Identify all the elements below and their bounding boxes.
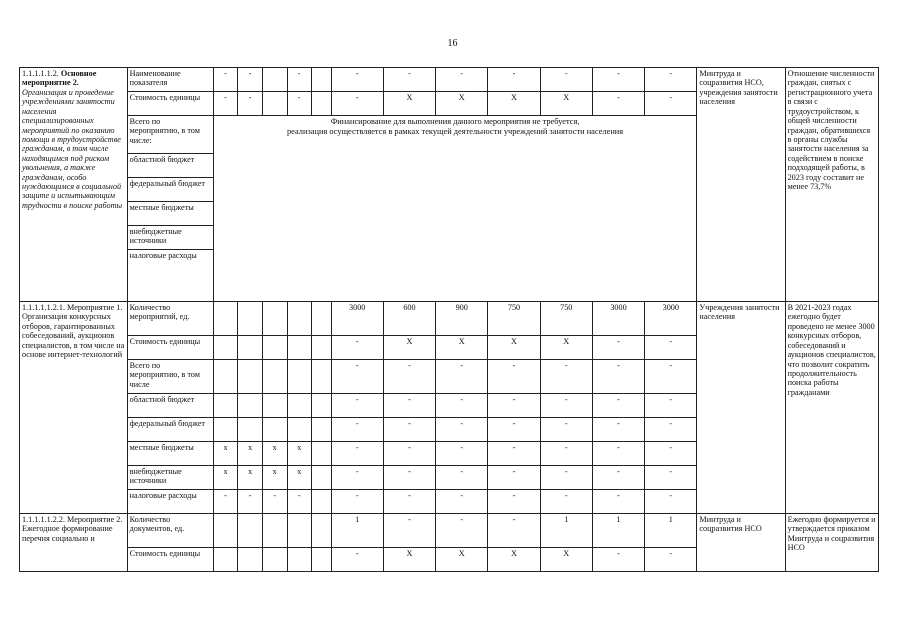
value-cell: -	[383, 418, 435, 442]
table-row	[20, 302, 879, 336]
value-cell	[213, 394, 238, 418]
value-cell: -	[331, 548, 383, 572]
value-cell: -	[331, 394, 383, 418]
value-cell	[213, 548, 238, 572]
activity-description: 1.1.1.1.1.2.1. Мероприятие 1. Организация конкурсных отборов, гарантированных собеседований, аукционов специалистов, в том числе на основе интернет-технологий	[20, 302, 128, 514]
value-cell: -	[592, 68, 644, 92]
value-cell: х	[238, 442, 263, 466]
result-cell: Отношение численности граждан, снятых с регистрационного учета в связи с трудоустройством, к общей численности граждан, обратившихся в органы службы занятости населения за содействием в поиске подходящей работы, в 2023 году составит не менее 73,7%	[785, 68, 878, 302]
value-cell	[312, 490, 331, 514]
funding-note-line-2: реализация осуществляется в рамках текущей деятельности учреждений занятости населения	[286, 126, 624, 136]
indicator-label: Количество документов, ед.	[127, 514, 213, 548]
value-cell: -	[488, 394, 540, 418]
value-cell: -	[645, 92, 697, 116]
value-cell	[262, 68, 287, 92]
value-cell: -	[213, 92, 238, 116]
value-cell: -	[645, 490, 697, 514]
value-cell	[312, 302, 331, 336]
value-cell: -	[645, 442, 697, 466]
value-cell: -	[488, 466, 540, 490]
value-cell: -	[383, 68, 435, 92]
value-cell	[262, 360, 287, 394]
value-cell: Х	[540, 92, 592, 116]
value-cell: -	[262, 490, 287, 514]
value-cell: 750	[540, 302, 592, 336]
value-cell	[262, 92, 287, 116]
value-cell: Х	[540, 336, 592, 360]
value-cell	[287, 360, 312, 394]
value-cell: х	[287, 442, 312, 466]
value-cell: -	[645, 68, 697, 92]
value-cell: -	[331, 92, 383, 116]
indicator-label: местные бюджеты	[127, 442, 213, 466]
indicator-label: Количество мероприятий, ед.	[127, 302, 213, 336]
value-cell: -	[592, 418, 644, 442]
value-cell	[312, 68, 331, 92]
value-cell	[287, 336, 312, 360]
value-cell: -	[383, 360, 435, 394]
value-cell: Х	[436, 548, 488, 572]
value-cell: -	[238, 490, 263, 514]
executor-cell: Минтруда и соцразвития НСО, учреждения занятости населения	[697, 68, 785, 302]
value-cell	[287, 548, 312, 572]
value-cell: -	[540, 68, 592, 92]
value-cell	[262, 418, 287, 442]
value-cell: Х	[540, 548, 592, 572]
value-cell: -	[592, 92, 644, 116]
value-cell: -	[287, 490, 312, 514]
value-cell: -	[331, 490, 383, 514]
indicator-label: Всего по мероприятию, в том числе	[127, 360, 213, 394]
value-cell: -	[436, 442, 488, 466]
value-cell: -	[645, 336, 697, 360]
value-cell: -	[436, 514, 488, 548]
activity-code: 1.1.1.1.1.2.	[22, 69, 59, 78]
page-number: 16	[447, 38, 458, 49]
value-cell: х	[262, 442, 287, 466]
value-cell: Х	[488, 92, 540, 116]
program-table	[19, 67, 879, 572]
value-cell: 1	[331, 514, 383, 548]
value-cell	[287, 394, 312, 418]
value-cell	[213, 302, 238, 336]
value-cell	[213, 514, 238, 548]
value-cell: -	[592, 336, 644, 360]
value-cell: Х	[488, 336, 540, 360]
value-cell: 600	[383, 302, 435, 336]
value-cell	[287, 302, 312, 336]
value-cell: Х	[383, 548, 435, 572]
result-cell: Ежегодно формируется и утверждается приказом Минтруда и соцразвития НСО	[785, 514, 878, 572]
value-cell	[262, 302, 287, 336]
value-cell	[262, 548, 287, 572]
indicator-label: Всего по мероприятию, в том числе:	[127, 116, 213, 154]
value-cell	[312, 466, 331, 490]
value-cell: -	[331, 418, 383, 442]
value-cell	[312, 360, 331, 394]
value-cell	[312, 514, 331, 548]
value-cell: -	[488, 442, 540, 466]
value-cell: -	[331, 466, 383, 490]
value-cell: -	[592, 360, 644, 394]
value-cell: -	[436, 394, 488, 418]
value-cell: -	[383, 514, 435, 548]
value-cell: -	[331, 442, 383, 466]
value-cell: -	[592, 394, 644, 418]
value-cell: -	[540, 360, 592, 394]
value-cell: -	[436, 418, 488, 442]
value-cell: 750	[488, 302, 540, 336]
value-cell: -	[592, 466, 644, 490]
indicator-label: внебюджетные источники	[127, 466, 213, 490]
value-cell: -	[436, 466, 488, 490]
value-cell	[262, 336, 287, 360]
indicator-label: налоговые расходы	[127, 490, 213, 514]
result-cell: В 2021-2023 годах ежегодно будет проведено не менее 3000 конкурсных отборов, собеседований и аукционов специалистов, что позволит сократить продолжительность поиска работы гражданами	[785, 302, 878, 514]
indicator-label: федеральный бюджет	[127, 418, 213, 442]
value-cell: -	[287, 68, 312, 92]
activity-text: Организация и проведение учреждениями занятости населения специализированных мероприятий по оказанию помощи в трудоустройстве гражданам, в том числе находящимся под риском увольнения, а также гражданам, особо нуждающимся в социальной защите и испытывающим трудности в поиске работы	[22, 87, 123, 210]
value-cell	[312, 394, 331, 418]
value-cell: -	[383, 466, 435, 490]
value-cell: -	[436, 360, 488, 394]
value-cell	[238, 514, 263, 548]
value-cell: -	[540, 442, 592, 466]
value-cell: -	[488, 418, 540, 442]
value-cell	[213, 418, 238, 442]
value-cell: 3000	[331, 302, 383, 336]
indicator-label: местные бюджеты	[127, 202, 213, 226]
value-cell: -	[331, 68, 383, 92]
value-cell: -	[592, 442, 644, 466]
indicator-label: Стоимость единицы	[127, 336, 213, 360]
indicator-label: областной бюджет	[127, 154, 213, 178]
value-cell	[312, 442, 331, 466]
table-row	[20, 68, 879, 92]
value-cell: -	[287, 92, 312, 116]
value-cell: -	[488, 514, 540, 548]
value-cell	[238, 548, 263, 572]
value-cell: -	[213, 68, 238, 92]
value-cell	[238, 418, 263, 442]
value-cell: Х	[436, 92, 488, 116]
value-cell: х	[262, 466, 287, 490]
value-cell	[312, 92, 331, 116]
indicator-label: налоговые расходы	[127, 250, 213, 302]
indicator-label: Наименование показателя	[127, 68, 213, 92]
value-cell: -	[488, 490, 540, 514]
indicator-label: Стоимость единицы	[127, 548, 213, 572]
value-cell: -	[488, 68, 540, 92]
value-cell: -	[383, 394, 435, 418]
value-cell: Х	[383, 336, 435, 360]
value-cell	[213, 336, 238, 360]
value-cell: -	[331, 360, 383, 394]
value-cell	[312, 336, 331, 360]
value-cell: Х	[488, 548, 540, 572]
value-cell: -	[238, 68, 263, 92]
value-cell	[238, 336, 263, 360]
value-cell	[262, 394, 287, 418]
value-cell: 900	[436, 302, 488, 336]
value-cell: -	[383, 490, 435, 514]
funding-note-line-1: Финансирование для выполнения данного мероприятия не требуется,	[330, 117, 580, 126]
activity-description: 1.1.1.1.1.2.2. Мероприятие 2. Ежегодное формирование перечня социально и	[20, 514, 128, 572]
value-cell: -	[488, 360, 540, 394]
indicator-label: областной бюджет	[127, 394, 213, 418]
value-cell	[312, 548, 331, 572]
value-cell	[213, 360, 238, 394]
value-cell: -	[331, 336, 383, 360]
table-row	[20, 514, 879, 548]
indicator-label: федеральный бюджет	[127, 178, 213, 202]
indicator-label: внебюджетные источники	[127, 226, 213, 250]
value-cell: Х	[436, 336, 488, 360]
value-cell: х	[213, 442, 238, 466]
activity-description	[20, 68, 128, 302]
value-cell: -	[592, 490, 644, 514]
activity-title: Основное мероприятие 2.	[22, 69, 97, 88]
value-cell: -	[645, 394, 697, 418]
value-cell: -	[213, 490, 238, 514]
value-cell: х	[238, 466, 263, 490]
value-cell: -	[645, 418, 697, 442]
value-cell	[238, 302, 263, 336]
value-cell: -	[645, 360, 697, 394]
value-cell: -	[592, 548, 644, 572]
value-cell: -	[645, 548, 697, 572]
executor-cell: Учреждения занятости населения	[697, 302, 785, 514]
value-cell	[238, 360, 263, 394]
value-cell	[312, 418, 331, 442]
value-cell: -	[540, 418, 592, 442]
funding-note	[213, 116, 697, 302]
value-cell: 3000	[592, 302, 644, 336]
value-cell: -	[436, 68, 488, 92]
value-cell: 3000	[645, 302, 697, 336]
value-cell: х	[287, 466, 312, 490]
value-cell: 1	[540, 514, 592, 548]
indicator-label: Стоимость единицы	[127, 92, 213, 116]
value-cell: -	[645, 466, 697, 490]
value-cell: -	[436, 490, 488, 514]
value-cell: -	[238, 92, 263, 116]
value-cell	[287, 514, 312, 548]
value-cell: -	[540, 466, 592, 490]
value-cell: 1	[645, 514, 697, 548]
value-cell: -	[540, 490, 592, 514]
value-cell: -	[383, 442, 435, 466]
value-cell: -	[540, 394, 592, 418]
value-cell: х	[213, 466, 238, 490]
value-cell	[287, 418, 312, 442]
value-cell: Х	[383, 92, 435, 116]
value-cell	[238, 394, 263, 418]
value-cell: 1	[592, 514, 644, 548]
executor-cell: Минтруда и соцразвития НСО	[697, 514, 785, 572]
value-cell	[262, 514, 287, 548]
